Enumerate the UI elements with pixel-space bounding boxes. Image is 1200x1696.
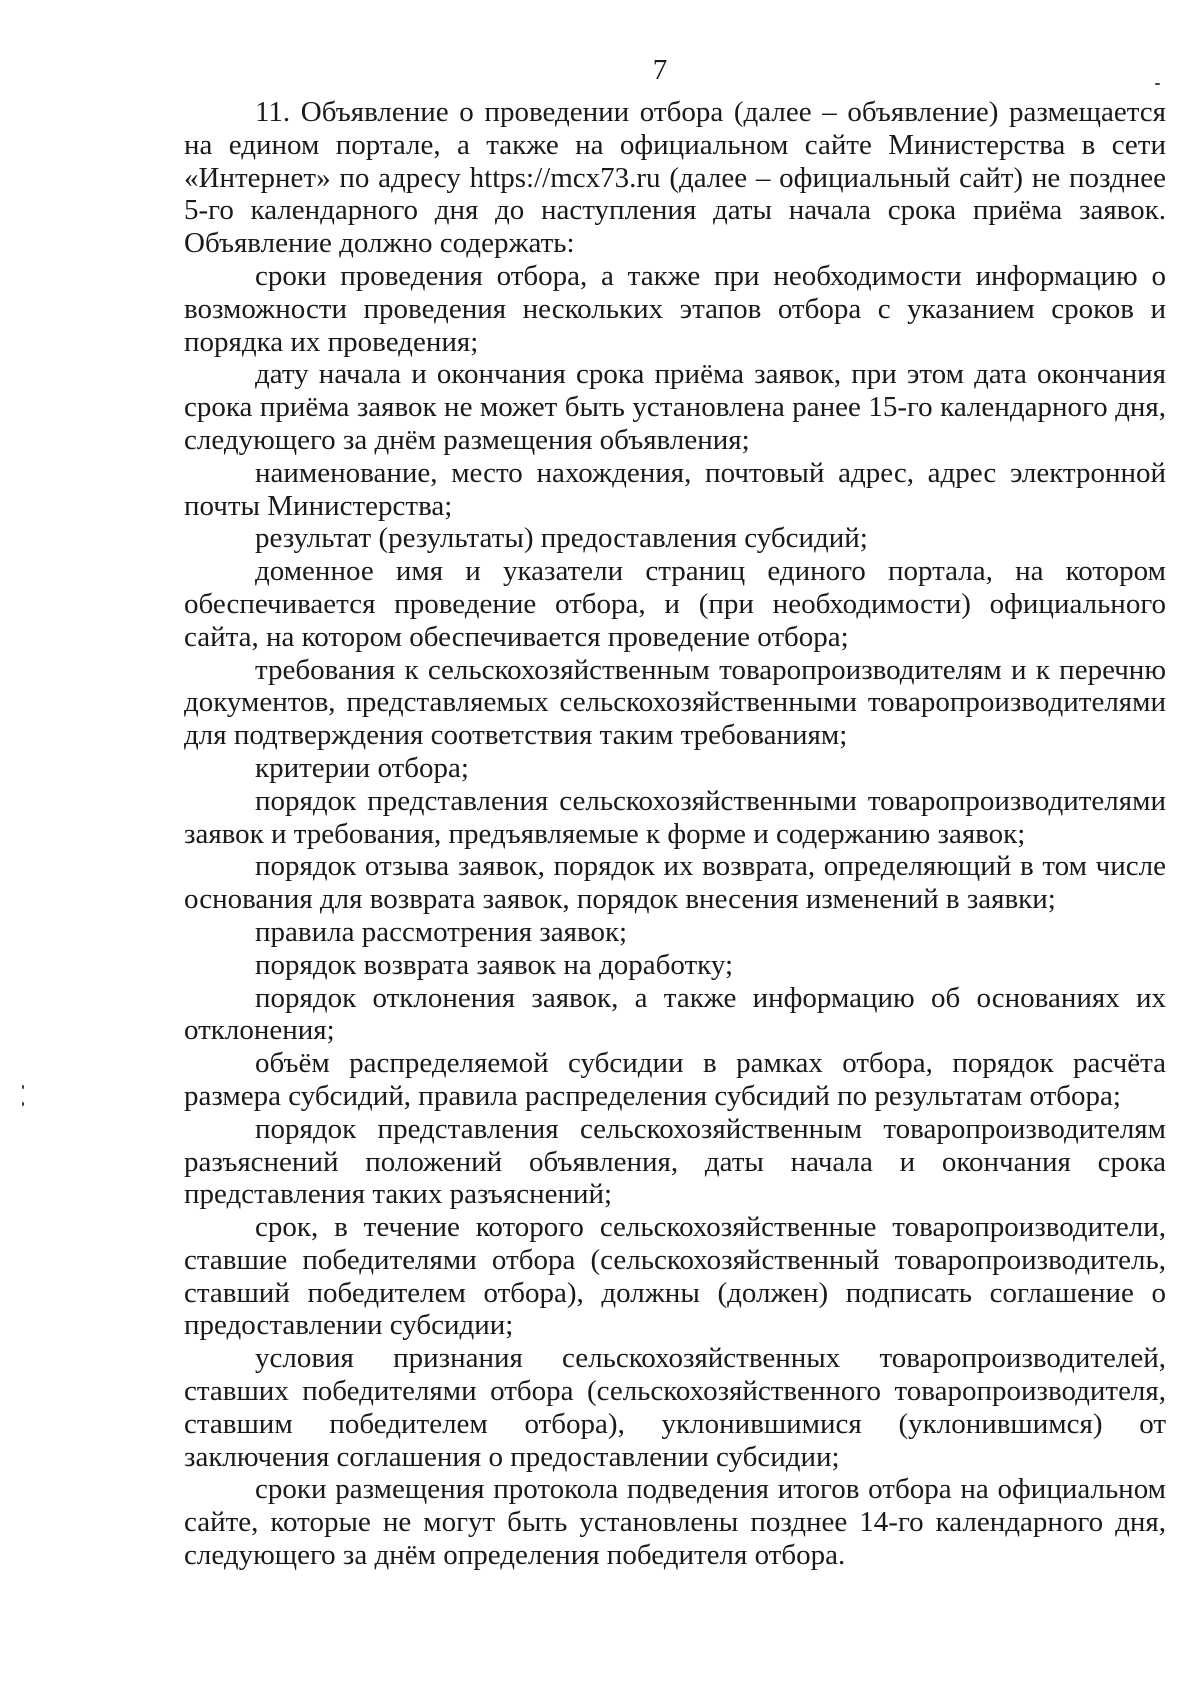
paragraph-announcement-intro: 11. Объявление о проведении отбора (далее – объявление) размещается на едином портале, а также на официальном сайте Министерства в сети «Интернет» по адресу https://mcx73.ru (далее – официальный сайт) не позднее 5-го календарного дня до наступления даты начала срока приёма заявок. Объявление должно содержать: [184,96,1166,260]
list-item: объём распределяемой субсидии в рамках отбора, порядок расчёта размера субсидий, правила распределения субсидий по результатам отбора; [184,1047,1166,1112]
list-item: результат (результаты) предоставления субсидий; [255,522,868,555]
list-item: критерии отбора; [255,751,469,784]
scan-mark [22,1102,24,1106]
scan-mark [22,1085,24,1089]
list-item: сроки размещения протокола подведения итогов отбора на официальном сайте, которые не могут быть установлены позднее 14-го календарного дня, следующего за днём определения победителя отбора. [184,1473,1166,1572]
list-item: дату начала и окончания срока приёма заявок, при этом дата окончания срока приёма заявок не может быть установлена ранее 15-го календарного дня, следующего за днём размещения объявления; [184,358,1166,456]
document-body [184,96,1166,1572]
list-item: срок, в течение которого сельскохозяйственные товаропроизводители, ставшие победителями отбора (сельскохозяйственный товаропроизводитель, ставший победителем отбора), должны (должен) подписать соглашение о предоставлении субсидии; [184,1211,1166,1342]
list-item: условия признания сельскохозяйственных товаропроизводителей, ставших победителями отбора (сельскохозяйственного товаропроизводителя, ставшим победителем отбора), уклонившимися (уклонившимся) от заключения соглашения о предоставлении субсидии; [184,1342,1166,1473]
list-item: порядок возврата заявок на доработку; [255,948,734,981]
list-item: правила рассмотрения заявок; [255,915,628,948]
list-item: порядок отклонения заявок, а также информацию об основаниях их отклонения; [184,981,1166,1047]
list-item: наименование, место нахождения, почтовый адрес, адрес электронной почты Министерства; [184,456,1166,522]
list-item: порядок представления сельскохозяйственными товаропроизводителями заявок и требования, предъявляемые к форме и содержанию заявок; [184,784,1166,850]
page-number: 7 [652,54,668,86]
list-item: порядок представления сельскохозяйственным товаропроизводителям разъяснений положений объявления, даты начала и окончания срока представления таких разъяснений; [184,1112,1166,1211]
list-item: доменное имя и указатели страниц единого портала, на котором обеспечивается проведение отбора, и (при необходимости) официального сайта, на котором обеспечивается проведение отбора; [184,555,1166,653]
scan-mark [1155,83,1160,85]
list-item: порядок отзыва заявок, порядок их возврата, определяющий в том числе основания для возврата заявок, порядок внесения изменений в заявки; [184,850,1166,916]
list-item: сроки проведения отбора, а также при необходимости информацию о возможности проведения нескольких этапов отбора с указанием сроков и порядка их проведения; [184,259,1166,358]
list-item: требования к сельскохозяйственным товаропроизводителям и к перечню документов, представляемых сельскохозяйственными товаропроизводителями для подтверждения соответствия таким требованиям; [184,653,1166,752]
